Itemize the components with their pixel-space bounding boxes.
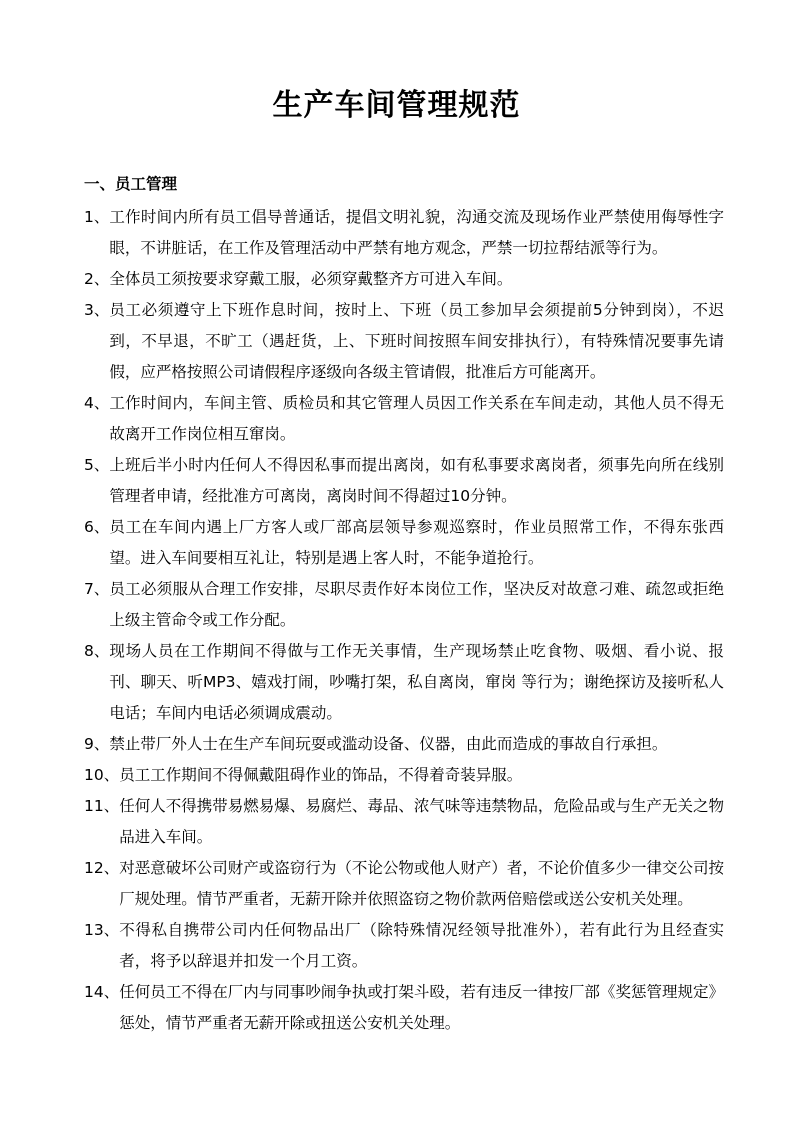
rule-number: 2、 — [84, 270, 110, 288]
rule-text: 员工必须服从合理工作安排，尽职尽责作好本岗位工作，坚决反对故意刁难、疏忽或拒绝上级主管命令或工作分配。 — [109, 580, 724, 629]
rule-number: 14、 — [84, 983, 120, 1001]
rule-text: 工作时间内所有员工倡导普通话，提倡文明礼貌，沟通交流及现场作业严禁使用侮辱性字眼，不讲脏话，在工作及管理活动中严禁有地方观念，严禁一切拉帮结派等行为。 — [109, 208, 724, 257]
rule-item — [84, 853, 724, 915]
rule-item — [84, 636, 724, 729]
rule-item — [84, 295, 724, 388]
rule-number: 5、 — [84, 456, 110, 474]
rule-text: 不得私自携带公司内任何物品出厂（除特殊情况经领导批准外），若有此行为且经查实者，将予以辞退并扣发一个月工资。 — [119, 921, 724, 970]
rule-number: 10、 — [84, 766, 120, 784]
rule-number: 13、 — [84, 921, 120, 939]
rule-item — [84, 791, 724, 853]
rule-text: 全体员工须按要求穿戴工服，必须穿戴整齐方可进入车间。 — [109, 270, 513, 288]
rule-item — [84, 915, 724, 977]
rule-item — [84, 264, 724, 295]
rule-number: 9、 — [84, 735, 110, 753]
rule-text: 禁止带厂外人士在生产车间玩耍或滥动设备、仪器，由此而造成的事故自行承担。 — [109, 735, 668, 753]
rule-text: 上班后半小时内任何人不得因私事而提出离岗，如有私事要求离岗者，须事先向所在线别管理者申请，经批准方可离岗，离岗时间不得超过10分钟。 — [109, 456, 724, 505]
rule-text: 员工必须遵守上下班作息时间，按时上、下班（员工参加早会须提前5分钟到岗），不迟到，不早退，不旷工（遇赶货，上、下班时间按照车间安排执行），有特殊情况要事先请假，应严格按照公司请假程序逐级向各级主管请假，批准后方可能离开。 — [109, 301, 724, 381]
rule-number: 7、 — [84, 580, 110, 598]
rule-text: 工作时间内，车间主管、质检员和其它管理人员因工作关系在车间走动，其他人员不得无故离开工作岗位相互窜岗。 — [109, 394, 724, 443]
rule-number: 4、 — [84, 394, 110, 412]
rule-item — [84, 977, 724, 1039]
section-heading: 一、员工管理 — [84, 175, 178, 193]
rule-text: 对恶意破坏公司财产或盗窃行为（不论公物或他人财产）者，不论价值多少一律交公司按厂规处理。情节严重者，无薪开除并依照盗窃之物价款两倍赔偿或送公安机关处理。 — [119, 859, 724, 908]
rule-item — [84, 574, 724, 636]
rule-text: 任何人不得携带易燃易爆、易腐烂、毒品、浓气味等违禁物品，危险品或与生产无关之物品进入车间。 — [119, 797, 724, 846]
rule-number: 12、 — [84, 859, 120, 877]
rule-item — [84, 729, 724, 760]
rule-number: 11、 — [84, 797, 120, 815]
document-title: 生产车间管理规范 — [272, 88, 521, 123]
rule-number: 3、 — [84, 301, 110, 319]
rule-number: 8、 — [84, 642, 110, 660]
rules-list — [84, 202, 724, 1039]
rule-item — [84, 512, 724, 574]
rule-text: 员工在车间内遇上厂方客人或厂部高层领导参观巡察时，作业员照常工作，不得东张西望。进入车间要相互礼让，特别是遇上客人时，不能争道抢行。 — [109, 518, 724, 567]
rule-text: 员工工作期间不得佩戴阻碍作业的饰品，不得着奇装异服。 — [119, 766, 523, 784]
rule-number: 1、 — [84, 208, 110, 226]
rule-item — [84, 450, 724, 512]
rule-item — [84, 388, 724, 450]
rule-text: 现场人员在工作期间不得做与工作无关事情，生产现场禁止吃食物、吸烟、看小说、报刊、聊天、听MP3、嬉戏打闹，吵嘴打架，私自离岗，窜岗 等行为；谢绝探访及接听私人电话；车间内电话必须调成震动。 — [109, 642, 724, 722]
rule-item — [84, 760, 724, 791]
rule-text: 任何员工不得在厂内与同事吵闹争执或打架斗殴，若有违反一律按厂部《奖惩管理规定》惩处，情节严重者无薪开除或扭送公安机关处理。 — [119, 983, 724, 1032]
rule-number: 6、 — [84, 518, 110, 536]
rule-item — [84, 202, 724, 264]
